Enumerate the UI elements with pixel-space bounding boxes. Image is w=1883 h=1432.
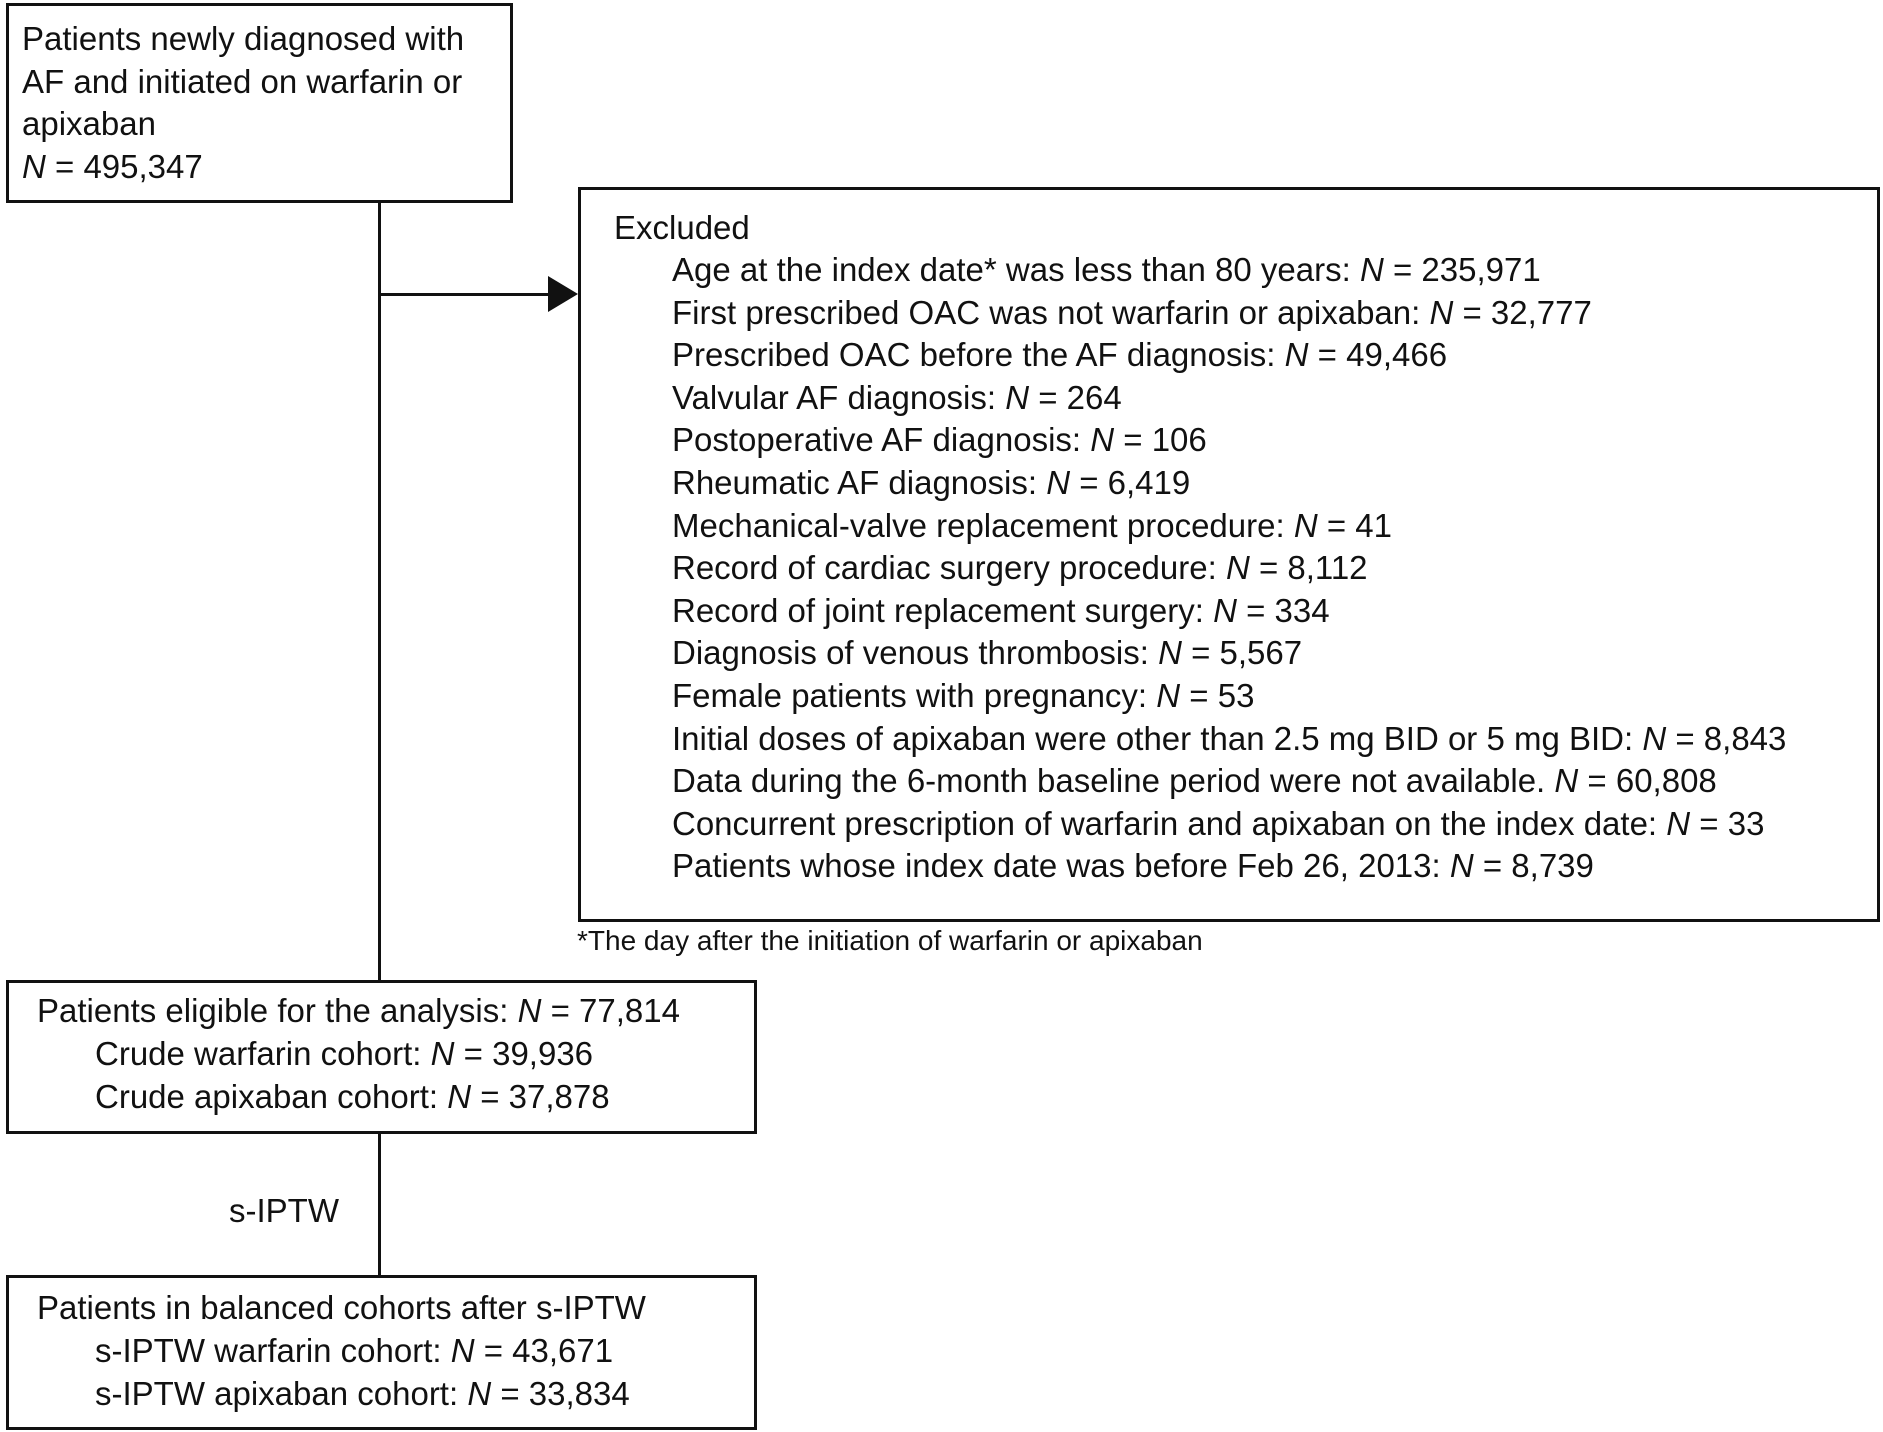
n-symbol: N bbox=[1642, 719, 1667, 757]
criterion-label: Record of cardiac surgery procedure: bbox=[672, 549, 1226, 587]
count-value: = 8,112 bbox=[1249, 549, 1368, 587]
n-symbol: N bbox=[430, 1035, 455, 1072]
exclusion-criterion bbox=[672, 845, 1786, 888]
weighting-label: s-IPTW bbox=[229, 1192, 339, 1229]
n-symbol: N bbox=[1554, 762, 1579, 800]
n-symbol: N bbox=[1005, 378, 1030, 416]
n-symbol: N bbox=[447, 1077, 472, 1115]
crude-apixaban-cohort bbox=[95, 1076, 610, 1119]
criterion-label: Postoperative AF diagnosis: bbox=[672, 421, 1091, 459]
criterion-label: Mechanical-valve replacement procedure: bbox=[672, 506, 1294, 544]
excluded-title: Excluded bbox=[614, 209, 750, 246]
count-value: = 106 bbox=[1114, 421, 1207, 459]
count-value: = 5,567 bbox=[1181, 634, 1303, 672]
flow-connector-main bbox=[378, 203, 381, 980]
balanced-text: Patients in balanced cohorts after s-IPTW bbox=[37, 1289, 646, 1326]
criterion-label: Diagnosis of venous thrombosis: bbox=[672, 634, 1159, 672]
n-symbol: N bbox=[1359, 251, 1384, 288]
cohort-label: Crude apixaban cohort: bbox=[95, 1077, 448, 1115]
n-symbol: N bbox=[1225, 549, 1250, 587]
n-symbol: N bbox=[1293, 506, 1318, 544]
exclusion-criterion bbox=[672, 505, 1786, 548]
cohort-label: s-IPTW warfarin cohort: bbox=[95, 1332, 451, 1369]
newly-diagnosed-line: apixaban bbox=[22, 105, 156, 142]
n-symbol: N bbox=[1090, 421, 1115, 459]
cohort-label: Crude warfarin cohort: bbox=[95, 1035, 431, 1072]
criterion-label: Valvular AF diagnosis: bbox=[672, 378, 1006, 416]
arrow-head-icon bbox=[548, 276, 578, 312]
crude-warfarin-cohort bbox=[95, 1033, 610, 1076]
flow-connector-weighting bbox=[378, 1134, 381, 1275]
count-value: = 8,843 bbox=[1666, 719, 1787, 757]
count-value: = 39,936 bbox=[454, 1035, 594, 1072]
criterion-label: First prescribed OAC was not warfarin or apixaban: bbox=[672, 293, 1430, 331]
n-symbol: N bbox=[1156, 676, 1181, 714]
n-symbol: N bbox=[1449, 847, 1474, 885]
exclusion-criterion bbox=[672, 249, 1786, 292]
n-symbol: N bbox=[1046, 463, 1071, 501]
iptw-apixaban-cohort bbox=[95, 1373, 630, 1416]
count-value: = 49,466 bbox=[1308, 336, 1448, 374]
exclusion-criterion bbox=[672, 803, 1786, 846]
eligible-cohorts bbox=[95, 1033, 610, 1118]
exclusion-criterion bbox=[672, 718, 1786, 761]
exclusion-criterion bbox=[672, 590, 1786, 633]
newly-diagnosed-line: AF and initiated on warfarin or bbox=[22, 62, 463, 100]
count-value: = 264 bbox=[1029, 378, 1122, 416]
eligible-text bbox=[37, 990, 680, 1033]
exclusion-criterion bbox=[672, 632, 1786, 675]
n-symbol: N bbox=[1666, 804, 1691, 842]
n-symbol: N bbox=[1429, 293, 1454, 331]
exclusion-criterion bbox=[672, 675, 1786, 718]
count-value: = 235,971 bbox=[1383, 251, 1541, 288]
cohort-label: s-IPTW apixaban cohort: bbox=[95, 1374, 468, 1412]
criterion-label: Age at the index date* was less than 80 years: bbox=[672, 251, 1360, 288]
count-value: = 8,739 bbox=[1473, 847, 1594, 885]
criterion-label: Record of joint replacement surgery: bbox=[672, 591, 1214, 629]
exclusion-criterion bbox=[672, 547, 1786, 590]
exclusion-criterion bbox=[672, 760, 1786, 803]
count-value: = 33 bbox=[1690, 804, 1765, 842]
exclusion-criterion bbox=[672, 334, 1786, 377]
count-value: = 334 bbox=[1236, 591, 1330, 629]
n-symbol: N bbox=[22, 147, 46, 185]
eligible-label: Patients eligible for the analysis: bbox=[37, 992, 518, 1029]
count-value: = 77,814 bbox=[541, 992, 680, 1029]
exclusion-criterion bbox=[672, 419, 1786, 462]
criterion-label: Patients whose index date was before Feb 26, 2013: bbox=[672, 847, 1450, 885]
n-symbol: N bbox=[1213, 591, 1237, 629]
criterion-label: Female patients with pregnancy: bbox=[672, 676, 1157, 714]
n-symbol: N bbox=[450, 1332, 475, 1369]
n-symbol: N bbox=[1158, 634, 1182, 672]
count-value: = 6,419 bbox=[1070, 463, 1191, 501]
exclusion-criterion bbox=[672, 462, 1786, 505]
n-symbol: N bbox=[1284, 336, 1309, 374]
n-symbol: N bbox=[517, 992, 542, 1029]
n-symbol: N bbox=[467, 1374, 492, 1412]
excluded-list bbox=[672, 249, 1786, 888]
criterion-label: Concurrent prescription of warfarin and apixaban on the index date: bbox=[672, 804, 1667, 842]
footnote: *The day after the initiation of warfarin or apixaban bbox=[577, 925, 1203, 956]
criterion-label: Initial doses of apixaban were other than 2.5 mg BID or 5 mg BID: bbox=[672, 719, 1643, 757]
count-value: = 37,878 bbox=[471, 1077, 610, 1115]
newly-diagnosed-count bbox=[22, 146, 502, 189]
count-value: = 43,671 bbox=[474, 1332, 614, 1369]
criterion-label: Prescribed OAC before the AF diagnosis: bbox=[672, 336, 1285, 374]
exclusion-criterion bbox=[672, 292, 1786, 335]
iptw-warfarin-cohort bbox=[95, 1330, 630, 1373]
count-value: = 41 bbox=[1317, 506, 1392, 544]
balanced-cohorts bbox=[95, 1330, 630, 1415]
count-value: = 60,808 bbox=[1578, 762, 1717, 800]
count-value: = 32,777 bbox=[1453, 293, 1592, 331]
criterion-label: Rheumatic AF diagnosis: bbox=[672, 463, 1047, 501]
newly-diagnosed-text bbox=[22, 18, 502, 188]
count-value: = 495,347 bbox=[45, 147, 203, 185]
flow-connector-exclusion bbox=[378, 293, 550, 296]
count-value: = 53 bbox=[1180, 676, 1255, 714]
count-value: = 33,834 bbox=[491, 1374, 630, 1412]
exclusion-criterion bbox=[672, 377, 1786, 420]
newly-diagnosed-line: Patients newly diagnosed with bbox=[22, 20, 465, 57]
criterion-label: Data during the 6-month baseline period were not available. bbox=[672, 762, 1555, 800]
